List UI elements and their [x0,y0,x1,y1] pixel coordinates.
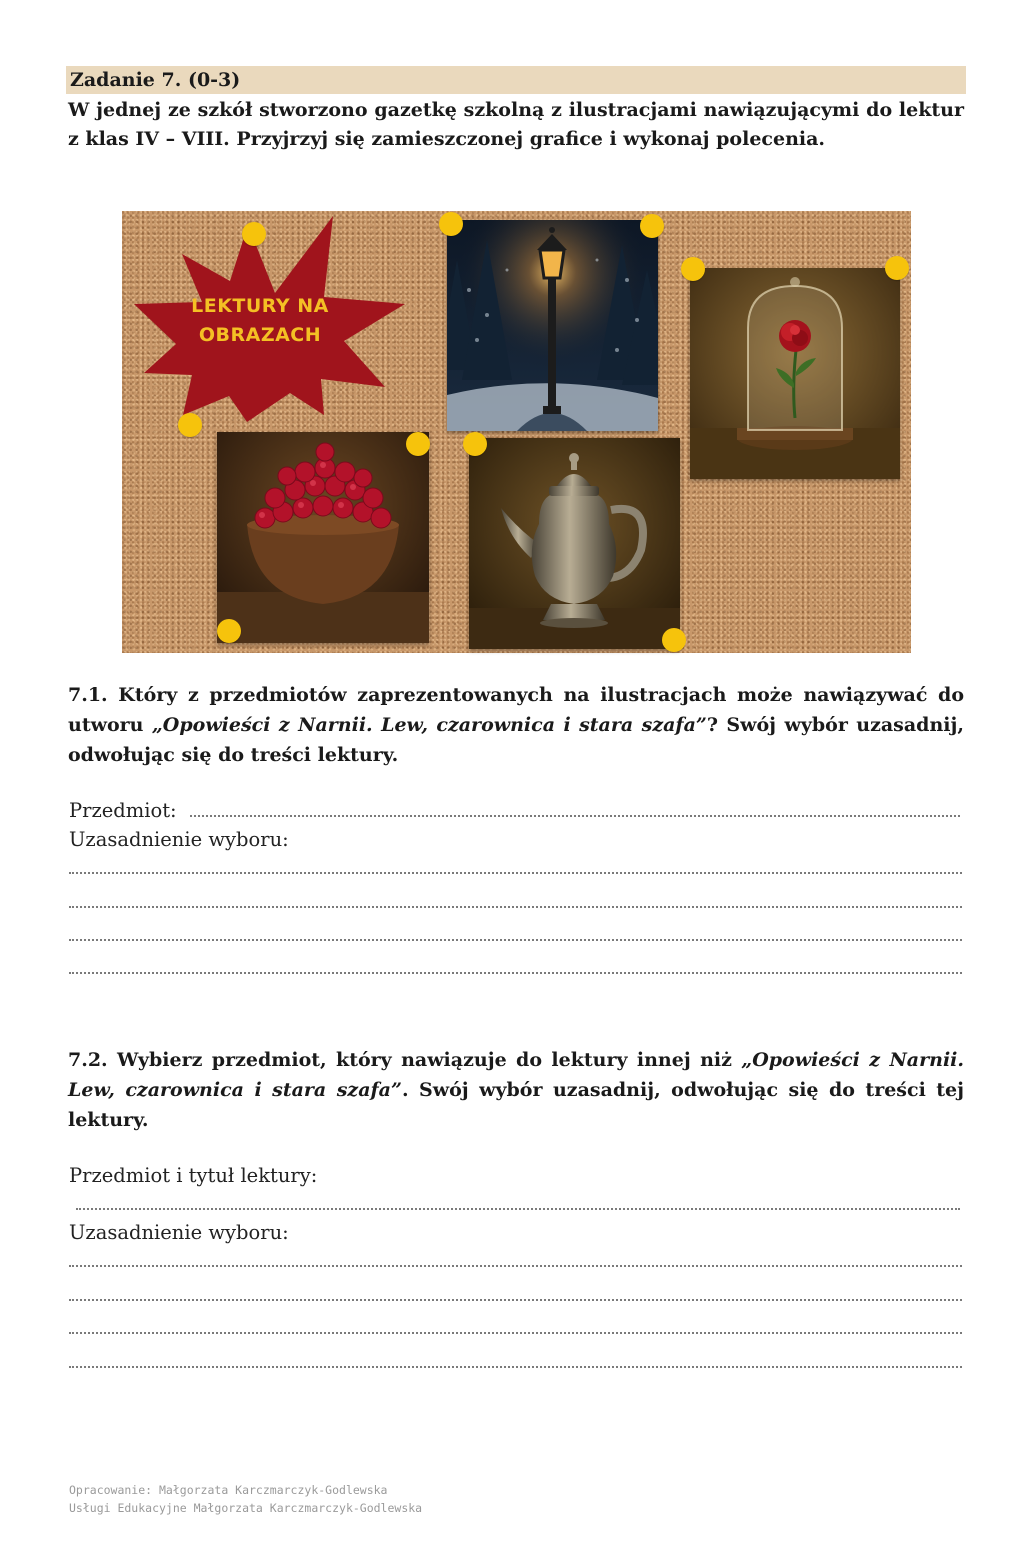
task-title: Zadanie 7. (0-3) [70,69,241,91]
question-7-1 [68,680,964,770]
item-label: Przedmiot: [69,799,177,822]
answer-line[interactable] [69,1332,962,1334]
rose-under-glass-dome-icon [690,268,900,479]
board-title-line1: LEKTURY NA [191,295,329,317]
question-7-2 [68,1045,964,1135]
question-text: 7.1. Który z przedmiotów zaprezentowanych na ilustracjach może nawiązywać do utworu [68,684,964,736]
teapot-image [469,438,680,649]
pin [662,628,686,652]
footer-company: Usługi Edukacyjne Małgorzata Karczmarczyk-Godlewska [69,1501,423,1515]
cork-board [122,211,911,653]
answer-line[interactable] [69,1366,962,1368]
answer-line-item[interactable] [190,815,960,817]
pin [406,432,430,456]
answer-line[interactable] [69,1265,962,1267]
pin [178,413,202,437]
task-header [66,66,966,94]
board-title-line2: OBRAZACH [198,324,322,346]
pin [439,212,463,236]
pin [885,256,909,280]
question-text: 7.2. Wybierz przedmiot, który nawiązuje do lektury innej niż [68,1049,742,1071]
answer-line[interactable] [69,872,962,874]
answer-line[interactable] [69,972,962,974]
pin [242,222,266,246]
silver-teapot-icon [469,438,680,649]
task-intro: W jednej ze szkół stworzono gazetkę szkolną z ilustracjami nawiązującymi do lektur z klas IV – VIII. Przyjrzyj się zamieszczonej grafice i wykonaj polecenia. [68,99,964,150]
book-title: „Opowieści z Narnii. Lew, czarownica i stara szafa” [151,714,707,736]
lamppost-image [447,220,658,431]
question-text-end: . Swój wybór uzasadnij, odwołując się do treści tej lektury. [68,1079,964,1131]
answer-line[interactable] [69,1299,962,1301]
footer [69,1481,422,1517]
answer-line[interactable] [69,939,962,941]
pin [217,619,241,643]
pin [640,214,664,238]
raspberries-image [217,432,429,643]
pin [463,432,487,456]
question-text-end: ? Swój wybór uzasadnij, odwołując się do treści lektury. [68,714,964,766]
answer-line[interactable] [69,906,962,908]
bowl-of-raspberries-icon [217,432,429,643]
item-title-label: Przedmiot i tytuł lektury: [69,1164,318,1187]
board-title [180,292,340,350]
reason-label: Uzasadnienie wyboru: [69,1221,289,1244]
pin [681,257,705,281]
rose-image [690,268,900,479]
book-title: „Opowieści z Narnii. Lew, czarownica i stara szafa” [68,1049,964,1101]
answer-line-item[interactable] [76,1208,960,1210]
footer-author: Opracowanie: Małgorzata Karczmarczyk-Godlewska [69,1483,388,1497]
lamppost-in-snowy-forest-icon [447,220,658,431]
reason-label: Uzasadnienie wyboru: [69,828,289,851]
